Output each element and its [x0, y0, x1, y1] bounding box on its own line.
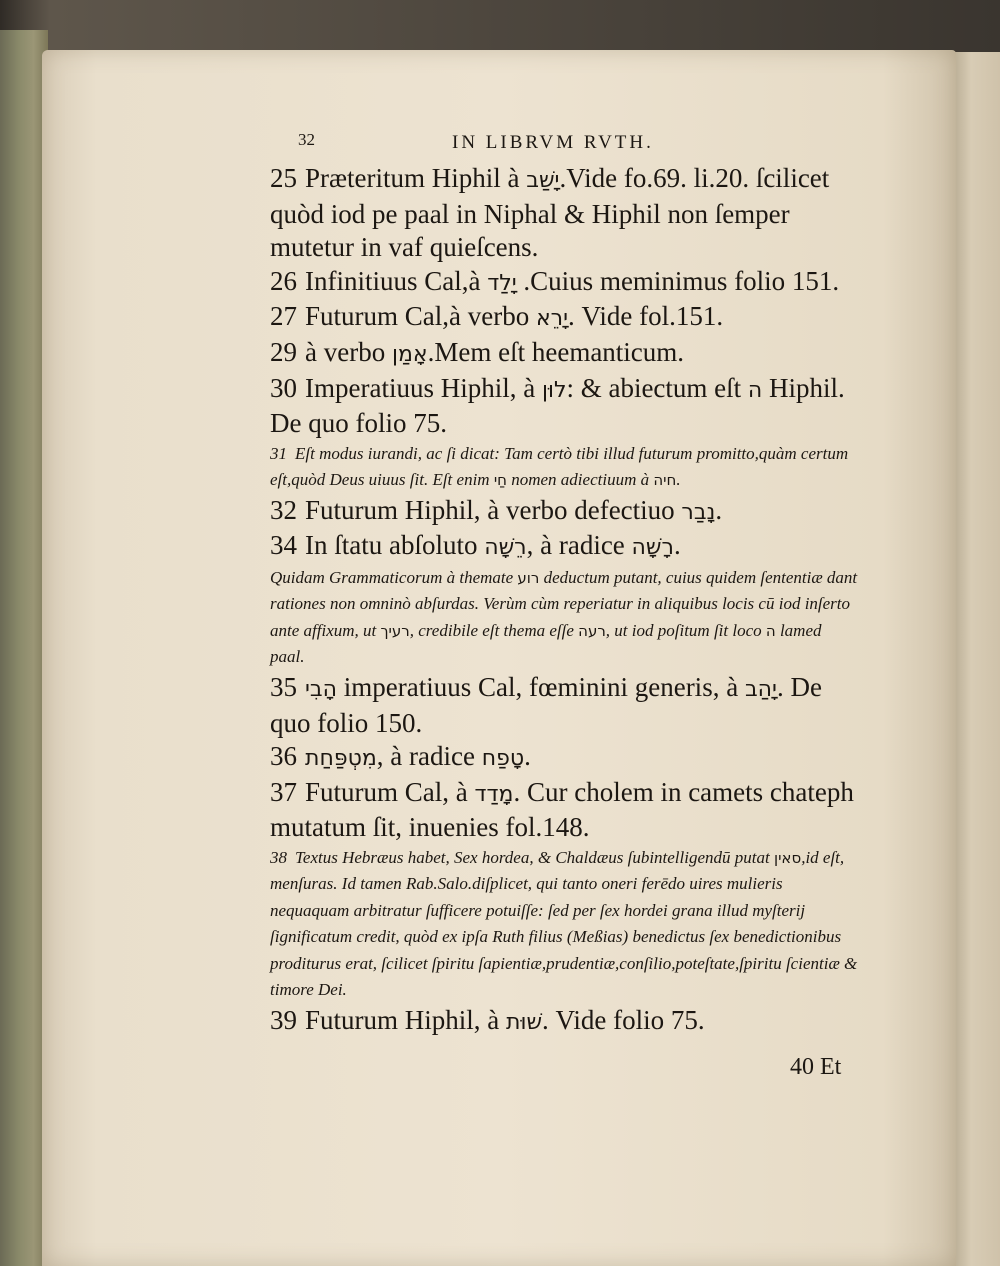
hebrew-word: יָלַד	[487, 270, 517, 296]
latin-text: Quidam Grammaticorum à themate	[270, 567, 518, 587]
latin-text: . Cur cholem in camets chateph mutatum ſit, inuenies fol.148.	[270, 776, 854, 843]
annotation-number: 34	[270, 530, 297, 561]
hebrew-word: מָדַד	[474, 781, 514, 807]
annotation-37	[240, 776, 860, 845]
annotation-cont-8	[240, 565, 860, 671]
latin-text: Futurum Cal, à	[305, 776, 475, 807]
latin-text: .Vide fo.69. li.20. ſcilicet quòd iod pe paal in Niphal & Hiphil non ſemper mutetur in vaf quieſcens.	[270, 163, 830, 263]
latin-text: .	[524, 741, 531, 772]
latin-text: . De quo folio 150.	[270, 671, 822, 738]
annotation-number: 26	[270, 265, 297, 296]
latin-text: Præteritum Hiphil à	[305, 163, 527, 193]
latin-text: nomen adiectiuum à	[506, 470, 654, 490]
latin-text: Imperatiuus Hiphil, à	[305, 372, 542, 403]
folio-number: 32	[298, 130, 315, 149]
annotation-25	[240, 162, 860, 265]
annotation-27	[240, 300, 860, 336]
hebrew-word: טָפַח	[481, 746, 525, 772]
latin-text: In ſtatu abſoluto	[305, 530, 485, 561]
hebrew-word: חַי	[493, 471, 507, 490]
annotation-29	[240, 336, 860, 372]
latin-text: .	[676, 470, 681, 490]
latin-text: lamed paal.	[270, 620, 822, 667]
hebrew-word: שׁוּת	[506, 1009, 543, 1035]
annotation-number: 39	[270, 1004, 297, 1035]
annotation-32	[240, 494, 860, 530]
latin-text: , credibile eſt thema eſſe	[409, 620, 579, 640]
annotation-number: 27	[270, 301, 297, 332]
latin-text: deductum putant, cuius quidem ſententiæ dant rationes non omninò abſurdas. Verùm cùm reperiatur in aliquibus locis cū iod inſerto ante affixum, ut	[270, 567, 858, 640]
annotation-26	[240, 265, 860, 301]
hebrew-word: חיה	[653, 471, 677, 490]
latin-text: Eſt modus iurandi, ac ſi dicat: Tam certò tibi illud futurum promitto,quàm certum eſt,quòd Deus uiuus ſit. Eſt enim	[270, 443, 849, 490]
hebrew-word: מִטְפַּחַת	[305, 746, 377, 772]
hebrew-word: סאין	[773, 848, 802, 867]
annotation-list	[240, 162, 860, 1040]
annotation-number: 29	[270, 336, 297, 367]
latin-text: , à radice	[376, 741, 482, 772]
annotation-number: 35	[270, 671, 297, 702]
annotation-number: 25	[270, 163, 297, 193]
hebrew-word: רעה	[578, 621, 606, 640]
annotation-39	[240, 1004, 860, 1040]
annotation-36	[240, 740, 860, 776]
annotation-number: 38	[270, 847, 287, 867]
book-spine	[0, 30, 48, 1266]
latin-text: Infinitiuus Cal,à	[305, 265, 488, 296]
annotation-31	[240, 441, 860, 494]
latin-text: Hiphil. De quo folio 75.	[270, 372, 845, 439]
latin-text: , à radice	[526, 530, 632, 561]
hebrew-word: רעיך	[380, 621, 410, 640]
hebrew-word: אָמַן	[391, 341, 428, 367]
catchword: 40 Et	[790, 1054, 842, 1080]
annotation-35	[240, 671, 860, 740]
annotation-number: 37	[270, 776, 297, 807]
hebrew-word: יָשַׁב	[526, 168, 560, 193]
hebrew-word: הָבִי	[305, 676, 338, 702]
hebrew-word: ה	[765, 621, 776, 640]
latin-text: Futurum Hiphil, à	[305, 1004, 506, 1035]
latin-text: , ut iod poſitum ſit loco	[605, 620, 766, 640]
latin-text: Futurum Cal,à verbo	[305, 301, 536, 332]
latin-text: Textus Hebræus habet, Sex hordea, & Chaldæus ſubintelligendū putat	[295, 847, 774, 867]
hebrew-word: ה	[747, 377, 763, 403]
running-head: IN LIBRVM RVTH.	[452, 132, 654, 153]
annotation-number: 36	[270, 741, 297, 772]
latin-text: .Cuius meminimus folio 151.	[516, 265, 840, 296]
annotation-34	[240, 529, 860, 565]
hebrew-word: רוע	[517, 568, 540, 587]
annotation-number: 31	[270, 443, 287, 463]
page-text	[240, 128, 860, 1040]
latin-text: Futurum Hiphil, à verbo defectiuo	[305, 494, 682, 525]
latin-text: à verbo	[305, 336, 392, 367]
annotation-38	[240, 845, 860, 1004]
hebrew-word: לוּן	[541, 377, 567, 403]
annotation-number: 32	[270, 494, 297, 525]
hebrew-word: יָרֵא	[535, 306, 569, 332]
latin-text: imperatiuus Cal, fœminini generis, à	[337, 671, 745, 702]
hebrew-word: נָבַר	[681, 499, 716, 525]
latin-text: .Mem eſt heemanticum.	[427, 336, 685, 367]
latin-text: ,id eſt, menſuras. Id tamen Rab.Salo.diſplicet, qui tanto oneri ferēdo uires mulieris nequaquam arbitratur ſufficere potuiſſe: ſed per ſex hordei grana illud myſterij ſignificatum credit, quòd ex ipſa Ruth filius (Meßias) benedictus ſex benedictionibus proditurus erat, ſcilicet ſpiritu ſapientiæ,prudentiæ,conſilio,poteſtate,ſpiritu ſcientiæ & timore Dei.	[270, 847, 858, 1000]
latin-text: : & abiectum eſt	[566, 372, 748, 403]
annotation-30	[240, 372, 860, 441]
hebrew-word: רָשָׁה	[631, 535, 674, 561]
latin-text: .	[673, 530, 681, 561]
latin-text: .	[715, 494, 723, 525]
latin-text: . Vide folio 75.	[542, 1004, 705, 1035]
page-header	[240, 128, 860, 162]
annotation-number: 30	[270, 372, 297, 403]
facing-page-edge	[952, 52, 1000, 1266]
hebrew-word: יָהַב	[744, 676, 777, 702]
hebrew-word: רֵשָׁה	[484, 535, 527, 561]
latin-text: . Vide fol.151.	[568, 301, 724, 332]
